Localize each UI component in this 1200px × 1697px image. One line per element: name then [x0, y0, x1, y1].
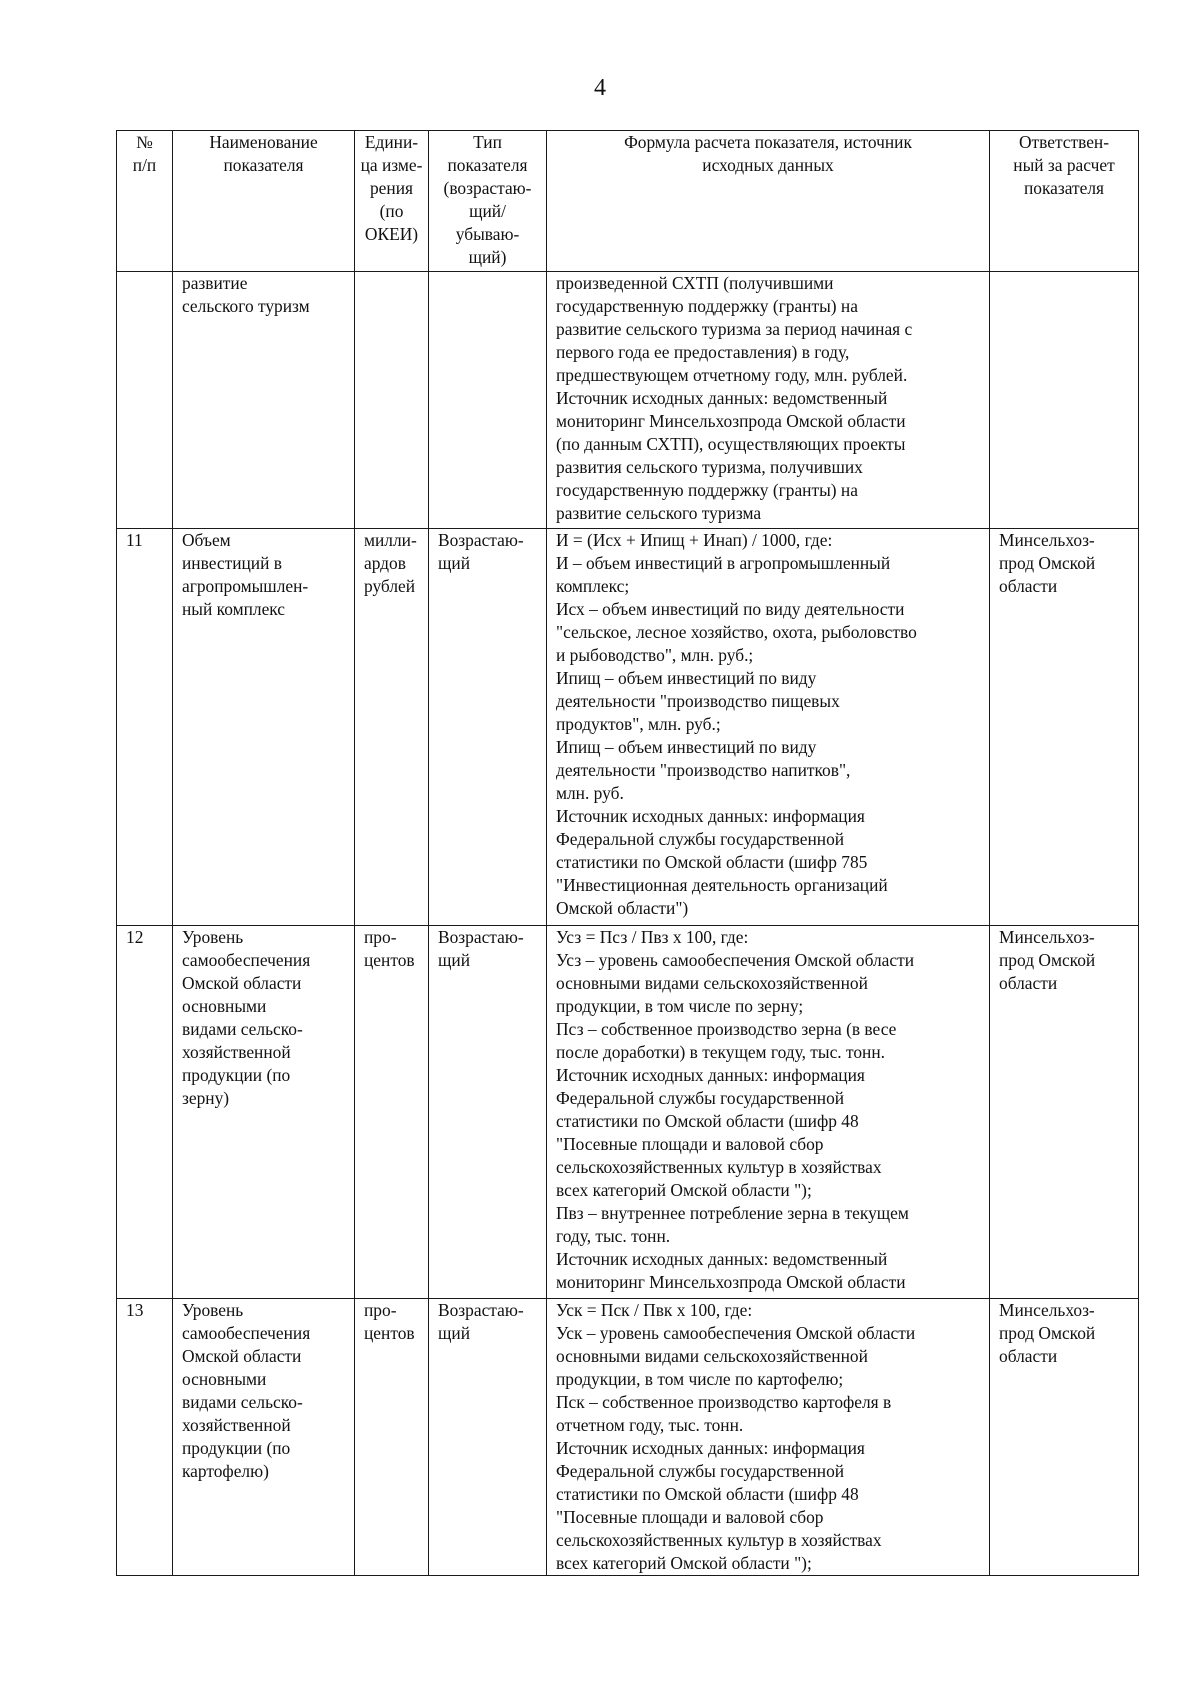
text-line: "сельское, лесное хозяйство, охота, рыболовство — [556, 622, 917, 642]
text-line: (возрастаю- — [443, 178, 532, 198]
text-line: развития сельского туризма, получивших — [556, 457, 863, 477]
text-line: ный комплекс — [182, 599, 286, 619]
text-line: п/п — [132, 155, 157, 175]
text-line: Тип — [473, 132, 502, 152]
text-line: щий/ — [469, 201, 506, 221]
type-cell — [429, 1299, 547, 1576]
text-line: Источник исходных данных: информация — [556, 1065, 865, 1085]
text-line: "Инвестиционная деятельность организаций — [556, 875, 888, 895]
text-line: году, тыс. тонн. — [556, 1226, 671, 1246]
text-line: центов — [364, 950, 415, 970]
text-line: "Посевные площади и валовой сбор — [556, 1507, 824, 1527]
text-line: И – объем инвестиций в агропромышленный — [556, 553, 891, 573]
text-line: предшествующем отчетному году, млн. рублей. — [556, 365, 908, 385]
text-line: Уровень — [182, 927, 244, 947]
text-line: самообеспечения — [182, 950, 311, 970]
text-line: щий — [438, 553, 471, 573]
indicator-name — [173, 926, 355, 1299]
text-line: ардов — [364, 553, 406, 573]
text-line: Ипищ – объем инвестиций по виду — [556, 668, 817, 688]
type-cell — [429, 529, 547, 926]
text-line: области — [999, 973, 1058, 993]
text-line: Минсельхоз- — [999, 530, 1095, 550]
text-line: № — [136, 132, 153, 152]
text-line: деятельности "производство пищевых — [556, 691, 840, 711]
text-line: исходных данных — [702, 155, 834, 175]
text-line: самообеспечения — [182, 1323, 311, 1343]
text-line: продукции, в том числе по картофелю; — [556, 1369, 844, 1389]
table-row — [117, 272, 1139, 529]
text-line: комплекс; — [556, 576, 630, 596]
text-line: основными — [182, 1369, 267, 1389]
table-row — [117, 1299, 1139, 1576]
text-line: Ответствен- — [1018, 132, 1110, 152]
text-line: развитие сельского туризма — [556, 503, 762, 523]
text-line: сельского туризм — [182, 296, 310, 316]
text-line: основными видами сельскохозяйственной — [556, 1346, 868, 1366]
indicator-name — [173, 1299, 355, 1576]
text-line: основными — [182, 996, 267, 1016]
text-line: видами сельско- — [182, 1019, 303, 1039]
text-line: Омской области — [182, 1346, 302, 1366]
formula-cell — [547, 926, 990, 1299]
text-line: рения — [369, 178, 414, 198]
unit-cell — [355, 926, 429, 1299]
text-line: млн. руб. — [556, 783, 624, 803]
text-line: и рыбоводство", млн. руб.; — [556, 645, 754, 665]
text-line: прод Омской — [999, 950, 1096, 970]
formula-cell — [547, 529, 990, 926]
text-line: мониторинг Минсельхозпрода Омской области — [556, 411, 906, 431]
text-line: Уровень — [182, 1300, 244, 1320]
header-responsible — [990, 131, 1139, 272]
text-line: Наименование — [209, 132, 318, 152]
text-line: хозяйственной — [182, 1415, 291, 1435]
text-line: Возрастаю- — [438, 530, 524, 550]
indicators-table — [116, 130, 1139, 1576]
unit-cell — [355, 1299, 429, 1576]
type-cell — [429, 926, 547, 1299]
responsible-cell — [990, 926, 1139, 1299]
text-line: ОКЕИ) — [364, 224, 419, 244]
table-header-row — [117, 131, 1139, 272]
table-row — [117, 926, 1139, 1299]
text-line: Источник исходных данных: ведомственный — [556, 388, 888, 408]
text-line: области — [999, 1346, 1058, 1366]
text-line: Омской области") — [556, 898, 689, 918]
text-line: Едини- — [364, 132, 419, 152]
text-line: продуктов", млн. руб.; — [556, 714, 721, 734]
formula-cell — [547, 272, 990, 529]
text-line: Пвз – внутреннее потребление зерна в текущем — [556, 1203, 909, 1223]
responsible-cell — [990, 529, 1139, 926]
text-line: показателя — [447, 155, 528, 175]
text-line: Псз – собственное производство зерна (в весе — [556, 1019, 897, 1039]
text-line: агропромышлен- — [182, 576, 309, 596]
indicator-name — [173, 529, 355, 926]
text-line: хозяйственной — [182, 1042, 291, 1062]
text-line: после доработки) в текущем году, тыс. тонн. — [556, 1042, 886, 1062]
text-line: Омской области — [182, 973, 302, 993]
text-line: прод Омской — [999, 553, 1096, 573]
text-line: мониторинг Минсельхозпрода Омской области — [556, 1272, 906, 1292]
text-line: продукции (по — [182, 1065, 291, 1085]
text-line: первого года ее предоставления) в году, — [556, 342, 850, 362]
text-line: инвестиций в — [182, 553, 282, 573]
text-line: показателя — [1023, 178, 1105, 198]
text-line: показателя — [223, 155, 304, 175]
text-line: Федеральной службы государственной — [556, 1088, 845, 1108]
text-line: произведенной СХТП (получившими — [556, 273, 834, 293]
text-line: сельскохозяйственных культур в хозяйствах — [556, 1530, 882, 1550]
header-indicator-type — [429, 131, 547, 272]
text-line: всех категорий Омской области "); — [556, 1180, 812, 1200]
text-line: всех категорий Омской области "); — [556, 1553, 812, 1573]
table-row — [117, 529, 1139, 926]
text-line: Исх – объем инвестиций по виду деятельности — [556, 599, 905, 619]
text-line: развитие — [182, 273, 248, 293]
text-line: отчетном году, тыс. тонн. — [556, 1415, 744, 1435]
text-line: Усз – уровень самообеспечения Омской области — [556, 950, 915, 970]
row-number: 12 — [117, 926, 173, 1299]
text-line: Возрастаю- — [438, 927, 524, 947]
text-line: Уск = Пск / Пвк х 100, где: — [556, 1300, 753, 1320]
text-line: Объем — [182, 530, 231, 550]
text-line: статистики по Омской области (шифр 48 — [556, 1484, 859, 1504]
formula-cell — [547, 1299, 990, 1576]
row-number — [117, 272, 173, 529]
responsible-cell — [990, 1299, 1139, 1576]
text-line: развитие сельского туризма за период начиная с — [556, 319, 913, 339]
text-line: сельскохозяйственных культур в хозяйствах — [556, 1157, 882, 1177]
text-line: про- — [364, 927, 397, 947]
text-line: Уск – уровень самообеспечения Омской области — [556, 1323, 916, 1343]
text-line: статистики по Омской области (шифр 785 — [556, 852, 868, 872]
text-line: убываю- — [455, 224, 520, 244]
text-line: деятельности "производство напитков", — [556, 760, 851, 780]
row-number: 11 — [117, 529, 173, 926]
unit-cell — [355, 272, 429, 529]
text-line: Федеральной службы государственной — [556, 1461, 845, 1481]
text-line: продукции (по — [182, 1438, 291, 1458]
text-line: Формула расчета показателя, источник — [624, 132, 912, 152]
text-line: щий — [438, 950, 471, 970]
text-line: И = (Исх + Ипищ + Инап) / 1000, где: — [556, 530, 833, 550]
text-line: Источник исходных данных: ведомственный — [556, 1249, 888, 1269]
text-line: "Посевные площади и валовой сбор — [556, 1134, 824, 1154]
text-line: милли- — [364, 530, 417, 550]
responsible-cell — [990, 272, 1139, 529]
text-line: (по данным СХТП), осуществляющих проекты — [556, 434, 906, 454]
text-line: зерну) — [182, 1088, 230, 1108]
text-line: рублей — [364, 576, 416, 596]
text-line: прод Омской — [999, 1323, 1096, 1343]
header-indicator-name — [173, 131, 355, 272]
text-line: Федеральной службы государственной — [556, 829, 845, 849]
header-unit — [355, 131, 429, 272]
text-line: центов — [364, 1323, 415, 1343]
text-line: Усз = Псз / Пвз х 100, где: — [556, 927, 749, 947]
text-line: ный за расчет — [1013, 155, 1115, 175]
text-line: щий — [438, 1323, 471, 1343]
text-line: видами сельско- — [182, 1392, 303, 1412]
header-formula — [547, 131, 990, 272]
text-line: Источник исходных данных: информация — [556, 1438, 865, 1458]
text-line: государственную поддержку (гранты) на — [556, 296, 858, 316]
type-cell — [429, 272, 547, 529]
text-line: (по — [379, 201, 404, 221]
text-line: про- — [364, 1300, 397, 1320]
text-line: Ипищ – объем инвестиций по виду — [556, 737, 817, 757]
text-line: продукции, в том числе по зерну; — [556, 996, 804, 1016]
text-line: Источник исходных данных: информация — [556, 806, 865, 826]
indicator-name — [173, 272, 355, 529]
row-number: 13 — [117, 1299, 173, 1576]
unit-cell — [355, 529, 429, 926]
text-line: области — [999, 576, 1058, 596]
header-number — [117, 131, 173, 272]
text-line: Минсельхоз- — [999, 1300, 1095, 1320]
text-line: Возрастаю- — [438, 1300, 524, 1320]
text-line: ца изме- — [360, 155, 423, 175]
text-line: щий) — [468, 247, 507, 267]
text-line: Пск – собственное производство картофеля в — [556, 1392, 892, 1412]
text-line: Минсельхоз- — [999, 927, 1095, 947]
text-line: картофелю) — [182, 1461, 269, 1481]
text-line: основными видами сельскохозяйственной — [556, 973, 868, 993]
page-number: 4 — [594, 75, 606, 101]
text-line: статистики по Омской области (шифр 48 — [556, 1111, 859, 1131]
text-line: государственную поддержку (гранты) на — [556, 480, 858, 500]
